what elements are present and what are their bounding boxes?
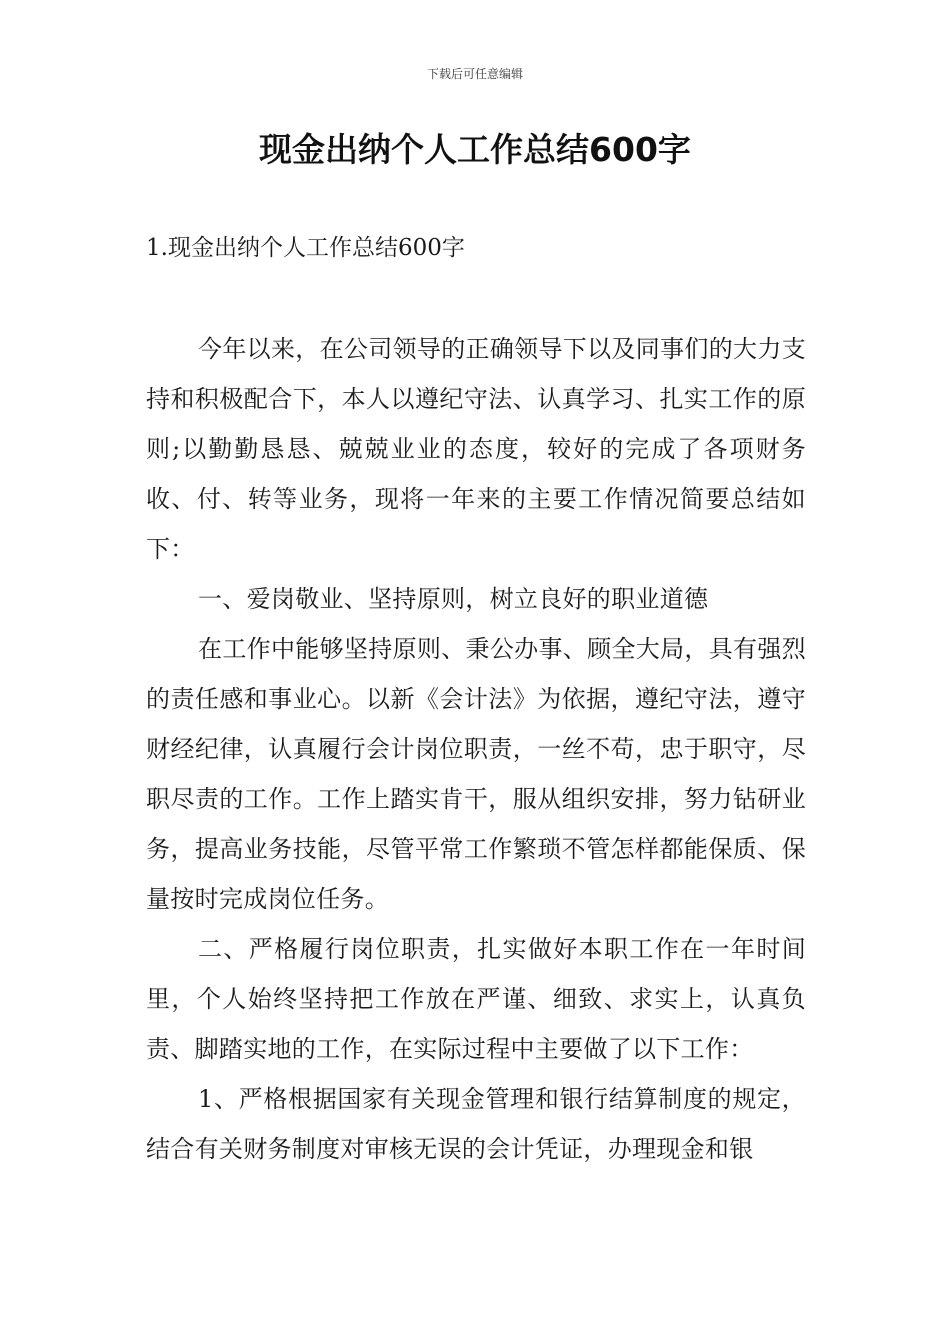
document-title: 现金出纳个人工作总结600字 <box>259 130 691 169</box>
body-text <box>146 324 806 1174</box>
paragraph-intro: 今年以来，在公司领导的正确领导下以及同事们的大力支持和积极配合下，本人以遵纪守法、认真学习、扎实工作的原则;以勤勤恳恳、兢兢业业的态度，较好的完成了各项财务收、付、转等业务，现将一年来的主要工作情况简要总结如下： <box>146 335 806 563</box>
paragraph-item-one: 1、严格根据国家有关现金管理和银行结算制度的规定，结合有关财务制度对审核无误的会计凭证，办理现金和银 <box>146 1085 806 1163</box>
section-heading: 1.现金出纳个人工作总结600字 <box>146 235 465 261</box>
paragraph-heading-one: 一、爱岗敬业、坚持原则，树立良好的职业道德 <box>198 585 709 613</box>
paragraph-heading-two: 二、严格履行岗位职责，扎实做好本职工作在一年时间里，个人始终坚持把工作放在严谨、细致、求实上，认真负责、脚踏实地的工作，在实际过程中主要做了以下工作： <box>146 935 806 1063</box>
header-note: 下载后可任意编辑 <box>426 67 523 81</box>
paragraph-ethics: 在工作中能够坚持原则、秉公办事、顾全大局，具有强烈的责任感和事业心。以新《会计法》为依据，遵纪守法，遵守财经纪律，认真履行会计岗位职责，一丝不苟，忠于职守，尽职尽责的工作。工作上踏实肯干，服从组织安排，努力钻研业务，提高业务技能，尽管平常工作繁琐不管怎样都能保质、保量按时完成岗位任务。 <box>146 635 806 913</box>
